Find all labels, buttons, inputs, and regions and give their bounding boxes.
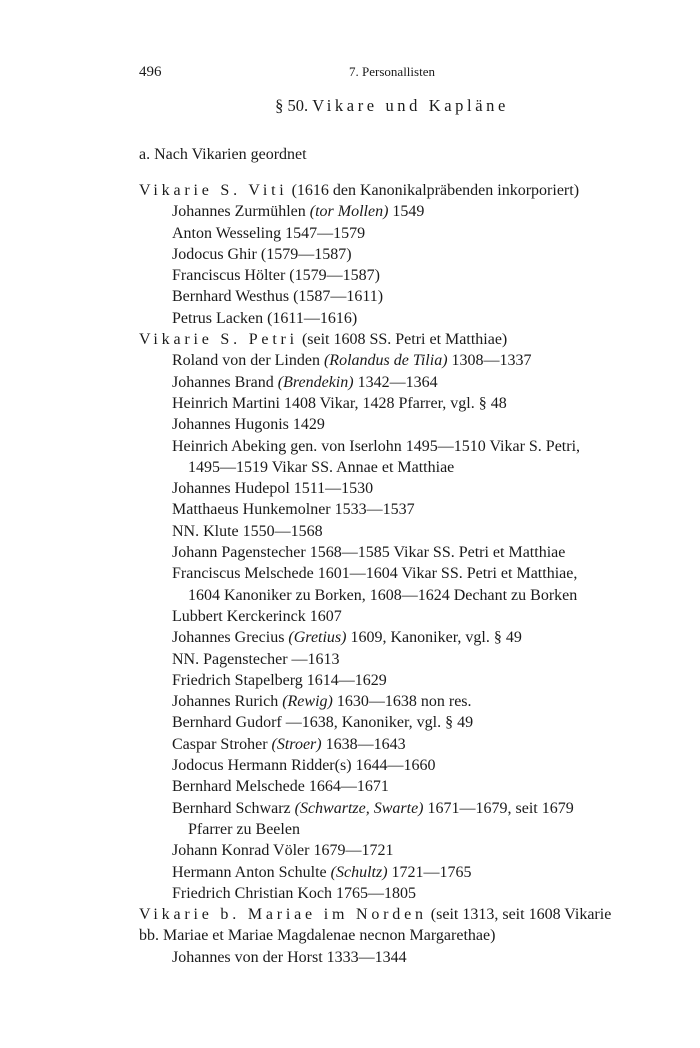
vicar-name: Caspar Stroher	[172, 735, 268, 753]
entry-continuation: 1604 Kanoniker zu Borken, 1608—1624 Dechant zu Borken	[188, 586, 578, 604]
list-item	[139, 627, 651, 648]
vicar-name: Lubbert Kerckerinck 1607	[172, 607, 342, 625]
vicar-dates: 1721—1765	[391, 863, 472, 881]
list-item	[139, 883, 651, 904]
vicar-dates: 1342—1364	[357, 373, 438, 391]
vicarage-note-continued: bb. Mariae et Mariae Magdalenae necnon Margarethae)	[139, 927, 496, 945]
vicar-name: Hermann Anton Schulte	[172, 863, 327, 881]
vicarage-heading	[139, 180, 651, 201]
vicar-name-variant: (Rewig)	[282, 693, 333, 711]
vicar-dates: 1549	[392, 203, 425, 221]
list-item	[139, 947, 651, 968]
list-item	[139, 798, 651, 841]
section-symbol: § 50.	[275, 96, 309, 115]
vicarage-note: (seit 1313, seit 1608 Vikarie	[430, 906, 612, 924]
vicarage-name: Vikarie b. Mariae im Norden	[139, 906, 427, 924]
vicarage-name: Vikarie S. Petri	[139, 331, 298, 349]
vicar-name-variant: (Schultz)	[330, 863, 388, 881]
list-item	[139, 201, 651, 222]
vicar-name: NN. Pagenstecher —1613	[172, 650, 340, 668]
entry-continuation: Pfarrer zu Beelen	[188, 820, 300, 838]
list-item	[139, 244, 651, 265]
vicar-name: Roland von der Linden	[172, 352, 320, 370]
vicarage-note: (seit 1608 SS. Petri et Matthiae)	[301, 331, 508, 349]
vicarage-group	[139, 180, 651, 329]
vicar-name-variant: (Brendekin)	[277, 373, 354, 391]
list-item	[139, 372, 651, 393]
list-item	[139, 563, 651, 606]
vicar-name-variant: (tor Mollen)	[309, 203, 389, 221]
list-item	[139, 350, 651, 371]
section-title	[0, 96, 700, 116]
entry-continuation: 1495—1519 Vikar SS. Annae et Matthiae	[188, 458, 455, 476]
running-head: 7. Personallisten	[349, 64, 435, 79]
vicar-name: Jodocus Hermann Ridder(s) 1644—1660	[172, 757, 436, 775]
list-item	[139, 436, 651, 479]
list-item	[139, 521, 651, 542]
vicarage-group	[139, 904, 651, 968]
vicar-name: Bernhard Schwarz	[172, 799, 291, 817]
list-item	[139, 840, 651, 861]
vicar-list	[139, 180, 651, 968]
vicarage-heading	[139, 329, 651, 350]
vicar-name: Johannes Hugonis 1429	[172, 416, 325, 434]
vicar-name-variant: (Gretius)	[288, 629, 347, 647]
list-item	[139, 670, 651, 691]
subheading: a. Nach Vikarien geordnet	[139, 146, 307, 163]
vicar-name: NN. Klute 1550—1568	[172, 522, 323, 540]
vicar-name: Johannes Grecius	[172, 629, 285, 647]
list-item	[139, 308, 651, 329]
list-item	[139, 286, 651, 307]
vicar-dates: 1638—1643	[325, 735, 406, 753]
vicarage-group	[139, 329, 651, 904]
vicar-name: Friedrich Christian Koch 1765—1805	[172, 884, 416, 902]
vicar-dates: 1671—1679, seit 1679	[427, 799, 574, 817]
list-item	[139, 649, 651, 670]
vicar-name: Friedrich Stapelberg 1614—1629	[172, 671, 387, 689]
page-number: 496	[139, 64, 162, 80]
vicar-name: Johannes Rurich	[172, 693, 279, 711]
vicar-name: Johannes Hudepol 1511—1530	[172, 480, 374, 498]
vicar-name-variant: (Stroer)	[271, 735, 322, 753]
list-item	[139, 755, 651, 776]
vicar-name: Johannes Zurmühlen	[172, 203, 306, 221]
list-item	[139, 776, 651, 797]
vicar-name: Jodocus Ghir (1579—1587)	[172, 245, 352, 263]
list-item	[139, 734, 651, 755]
list-item	[139, 691, 651, 712]
vicar-dates: 1609, Kanoniker, vgl. § 49	[350, 629, 522, 647]
vicar-name: Franciscus Hölter (1579—1587)	[172, 267, 380, 285]
vicar-dates: 1630—1638 non res.	[336, 693, 472, 711]
list-item	[139, 712, 651, 733]
vicar-name: Johannes von der Horst 1333—1344	[172, 948, 407, 966]
vicar-name: Johann Konrad Völer 1679—1721	[172, 842, 394, 860]
list-item	[139, 414, 651, 435]
list-item	[139, 393, 651, 414]
vicarage-heading	[139, 904, 651, 925]
vicarage-note: (1616 den Kanonikalpräbenden inkorporiert)	[291, 182, 580, 199]
vicar-name: Heinrich Abeking gen. von Iserlohn 1495—1510 Vikar S. Petri,	[172, 437, 581, 455]
vicar-name: Bernhard Melschede 1664—1671	[172, 778, 389, 796]
vicar-name: Bernhard Westhus (1587—1611)	[172, 288, 384, 306]
vicar-dates: 1308—1337	[451, 352, 532, 370]
vicar-name-variant: (Rolandus de Tilia)	[323, 352, 448, 370]
list-item	[139, 606, 651, 627]
list-item	[139, 542, 651, 563]
vicar-name: Franciscus Melschede 1601—1604 Vikar SS. Petri et Matthiae,	[172, 565, 578, 583]
vicar-name: Heinrich Martini 1408 Vikar, 1428 Pfarrer, vgl. § 48	[172, 394, 507, 412]
list-item	[139, 478, 651, 499]
list-item	[139, 499, 651, 520]
list-item	[139, 223, 651, 244]
vicar-name-variant: (Schwartze, Swarte)	[294, 799, 424, 817]
vicar-name: Johann Pagenstecher 1568—1585 Vikar SS. Petri et Matthiae	[172, 544, 566, 562]
section-title-text: Vikare und Kapläne	[312, 96, 509, 115]
vicar-name: Matthaeus Hunkemolner 1533—1537	[172, 501, 415, 519]
list-item	[139, 862, 651, 883]
vicar-name: Bernhard Gudorf —1638, Kanoniker, vgl. § 49	[172, 714, 474, 732]
list-item	[139, 265, 651, 286]
vicarage-name: Vikarie S. Viti	[139, 182, 288, 199]
vicar-name: Johannes Brand	[172, 373, 274, 391]
vicar-name: Petrus Lacken (1611—1616)	[172, 309, 358, 327]
vicar-name: Anton Wesseling 1547—1579	[172, 224, 366, 242]
